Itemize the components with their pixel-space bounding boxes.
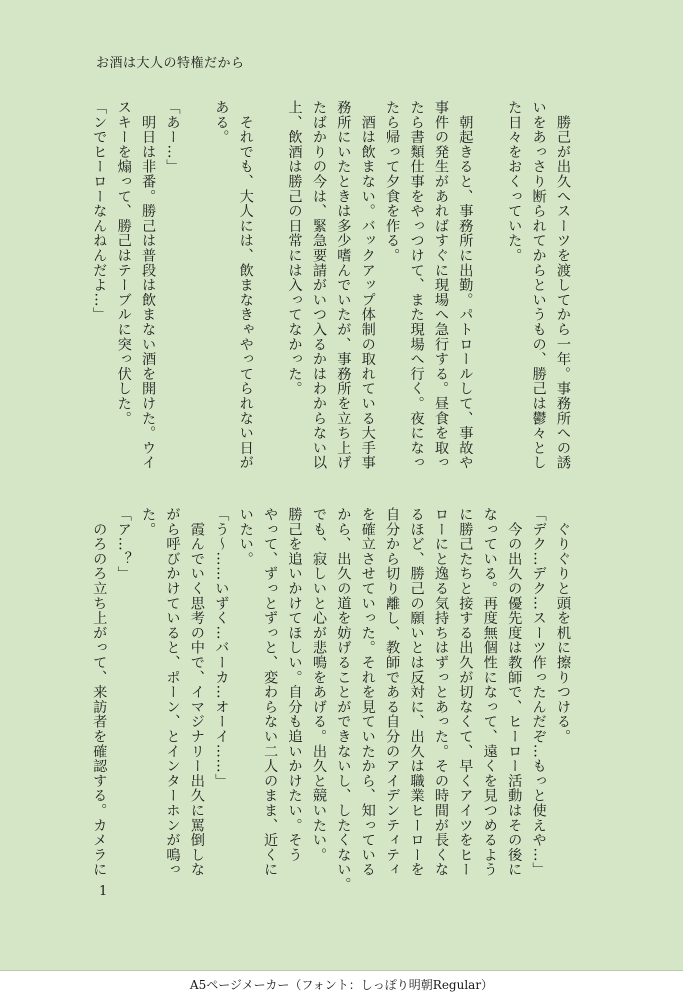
- text-line: 「デク…デク…スーツ作ったんだぞ…もっと使えや…」: [530, 507, 547, 877]
- text-line: 「う〜……いずく…バーカ…オーイ……」: [213, 507, 230, 789]
- text-block-top: [91, 100, 575, 500]
- text-line: るほど、勝己の願いとは反対に、出久は職業ヒーローを: [408, 507, 425, 877]
- text-line: いたい。: [237, 507, 254, 567]
- text-line: たら帰って夕食を作る。: [384, 100, 401, 263]
- text-line: [477, 100, 501, 500]
- text-block-bottom: [91, 507, 575, 892]
- text-line: スキーを煽って、勝己はテーブルに突っ伏した。: [115, 100, 132, 426]
- text-line: た日々をおくっていた。: [506, 100, 523, 263]
- text-line: いをあっさり断られてからというもの、勝己は鬱々とし: [530, 100, 547, 470]
- text-line: ぐりぐりと頭を机に擦りつける。: [555, 507, 571, 744]
- text-line: でも、寂しいと心が悲鳴をあげる。出久と競いたい。: [310, 507, 327, 863]
- text-line: 勝己を追いかけてほしい。自分も追いかけたい。そう: [286, 507, 303, 863]
- text-line: たばかりの今は、緊急要請がいつ入るかはわからない以: [310, 100, 327, 470]
- page-number: 1: [99, 884, 108, 899]
- text-line: たら書類仕事をやっつけて、また現場へ行く。夜になっ: [408, 100, 425, 470]
- text-line: 務所にいたときは多少嗜んでいたが、事務所を立ち上げ: [335, 100, 352, 470]
- page-header: お酒は大人の特権だから: [96, 56, 245, 71]
- text-line: に勝己たちと接する出久が切なくて、早くアイツをヒー: [457, 507, 474, 877]
- text-line: がら呼びかけていると、ポーン、とインターホンが鳴っ: [164, 507, 181, 877]
- text-line: なっている。再度無個性になって、遠くを見つめるよう: [481, 507, 498, 877]
- text-line: 今の出久の優先度は教師で、ヒーロー活動はその後に: [506, 507, 523, 877]
- text-line: 上、飲酒は勝己の日常には入ってなかった。: [286, 100, 303, 396]
- text-line: 勝己が出久へスーツを渡してから一年。事務所への誘: [555, 100, 571, 470]
- text-line: 事件の発生があればすぐに現場へ急行する。昼食を取っ: [432, 100, 449, 470]
- text-line: [185, 100, 209, 500]
- text-line: 「ンでヒーローなんねんだよ…」: [91, 100, 108, 322]
- text-line: のろのろ立ち上がって、来訪者を確認する。カメラに: [91, 507, 108, 877]
- text-line: ローにと逸る気持ちはずっとあった。その時間が長くな: [432, 507, 449, 877]
- text-line: 霞んでいく思考の中で、イマジナリー出久に罵倒しな: [188, 507, 205, 877]
- text-line: 酒は飲まない。バックアップ体制の取れている大手事: [359, 100, 376, 470]
- text-line: 明日は非番。勝己は普段は飲まない酒を開けた。ウイ: [140, 100, 157, 470]
- text-line: やって、ずっとずっと、変わらない二人のまま、近くに: [262, 507, 279, 877]
- text-line: ある。: [213, 100, 230, 145]
- text-line: [258, 100, 282, 500]
- footer-caption: A5ページメーカー（フォント：しっぽり明朝Regular）: [189, 978, 494, 992]
- text-line: から、出久の道を妨げることができないし、したくない。: [335, 507, 352, 892]
- text-line: 「ア…？」: [115, 507, 132, 581]
- text-line: た。: [140, 507, 157, 537]
- text-line: 朝起きると、事務所に出勤。パトロールして、事故や: [457, 100, 474, 470]
- text-line: 自分から切り離し、教師である自分のアイデンティティ: [384, 507, 401, 877]
- text-line: を確立させていった。それを見ていたから、知っている: [359, 507, 376, 877]
- text-line: それでも、大人には、飲まなきゃやってられない日が: [237, 100, 254, 470]
- text-line: 「あー…」: [164, 100, 181, 174]
